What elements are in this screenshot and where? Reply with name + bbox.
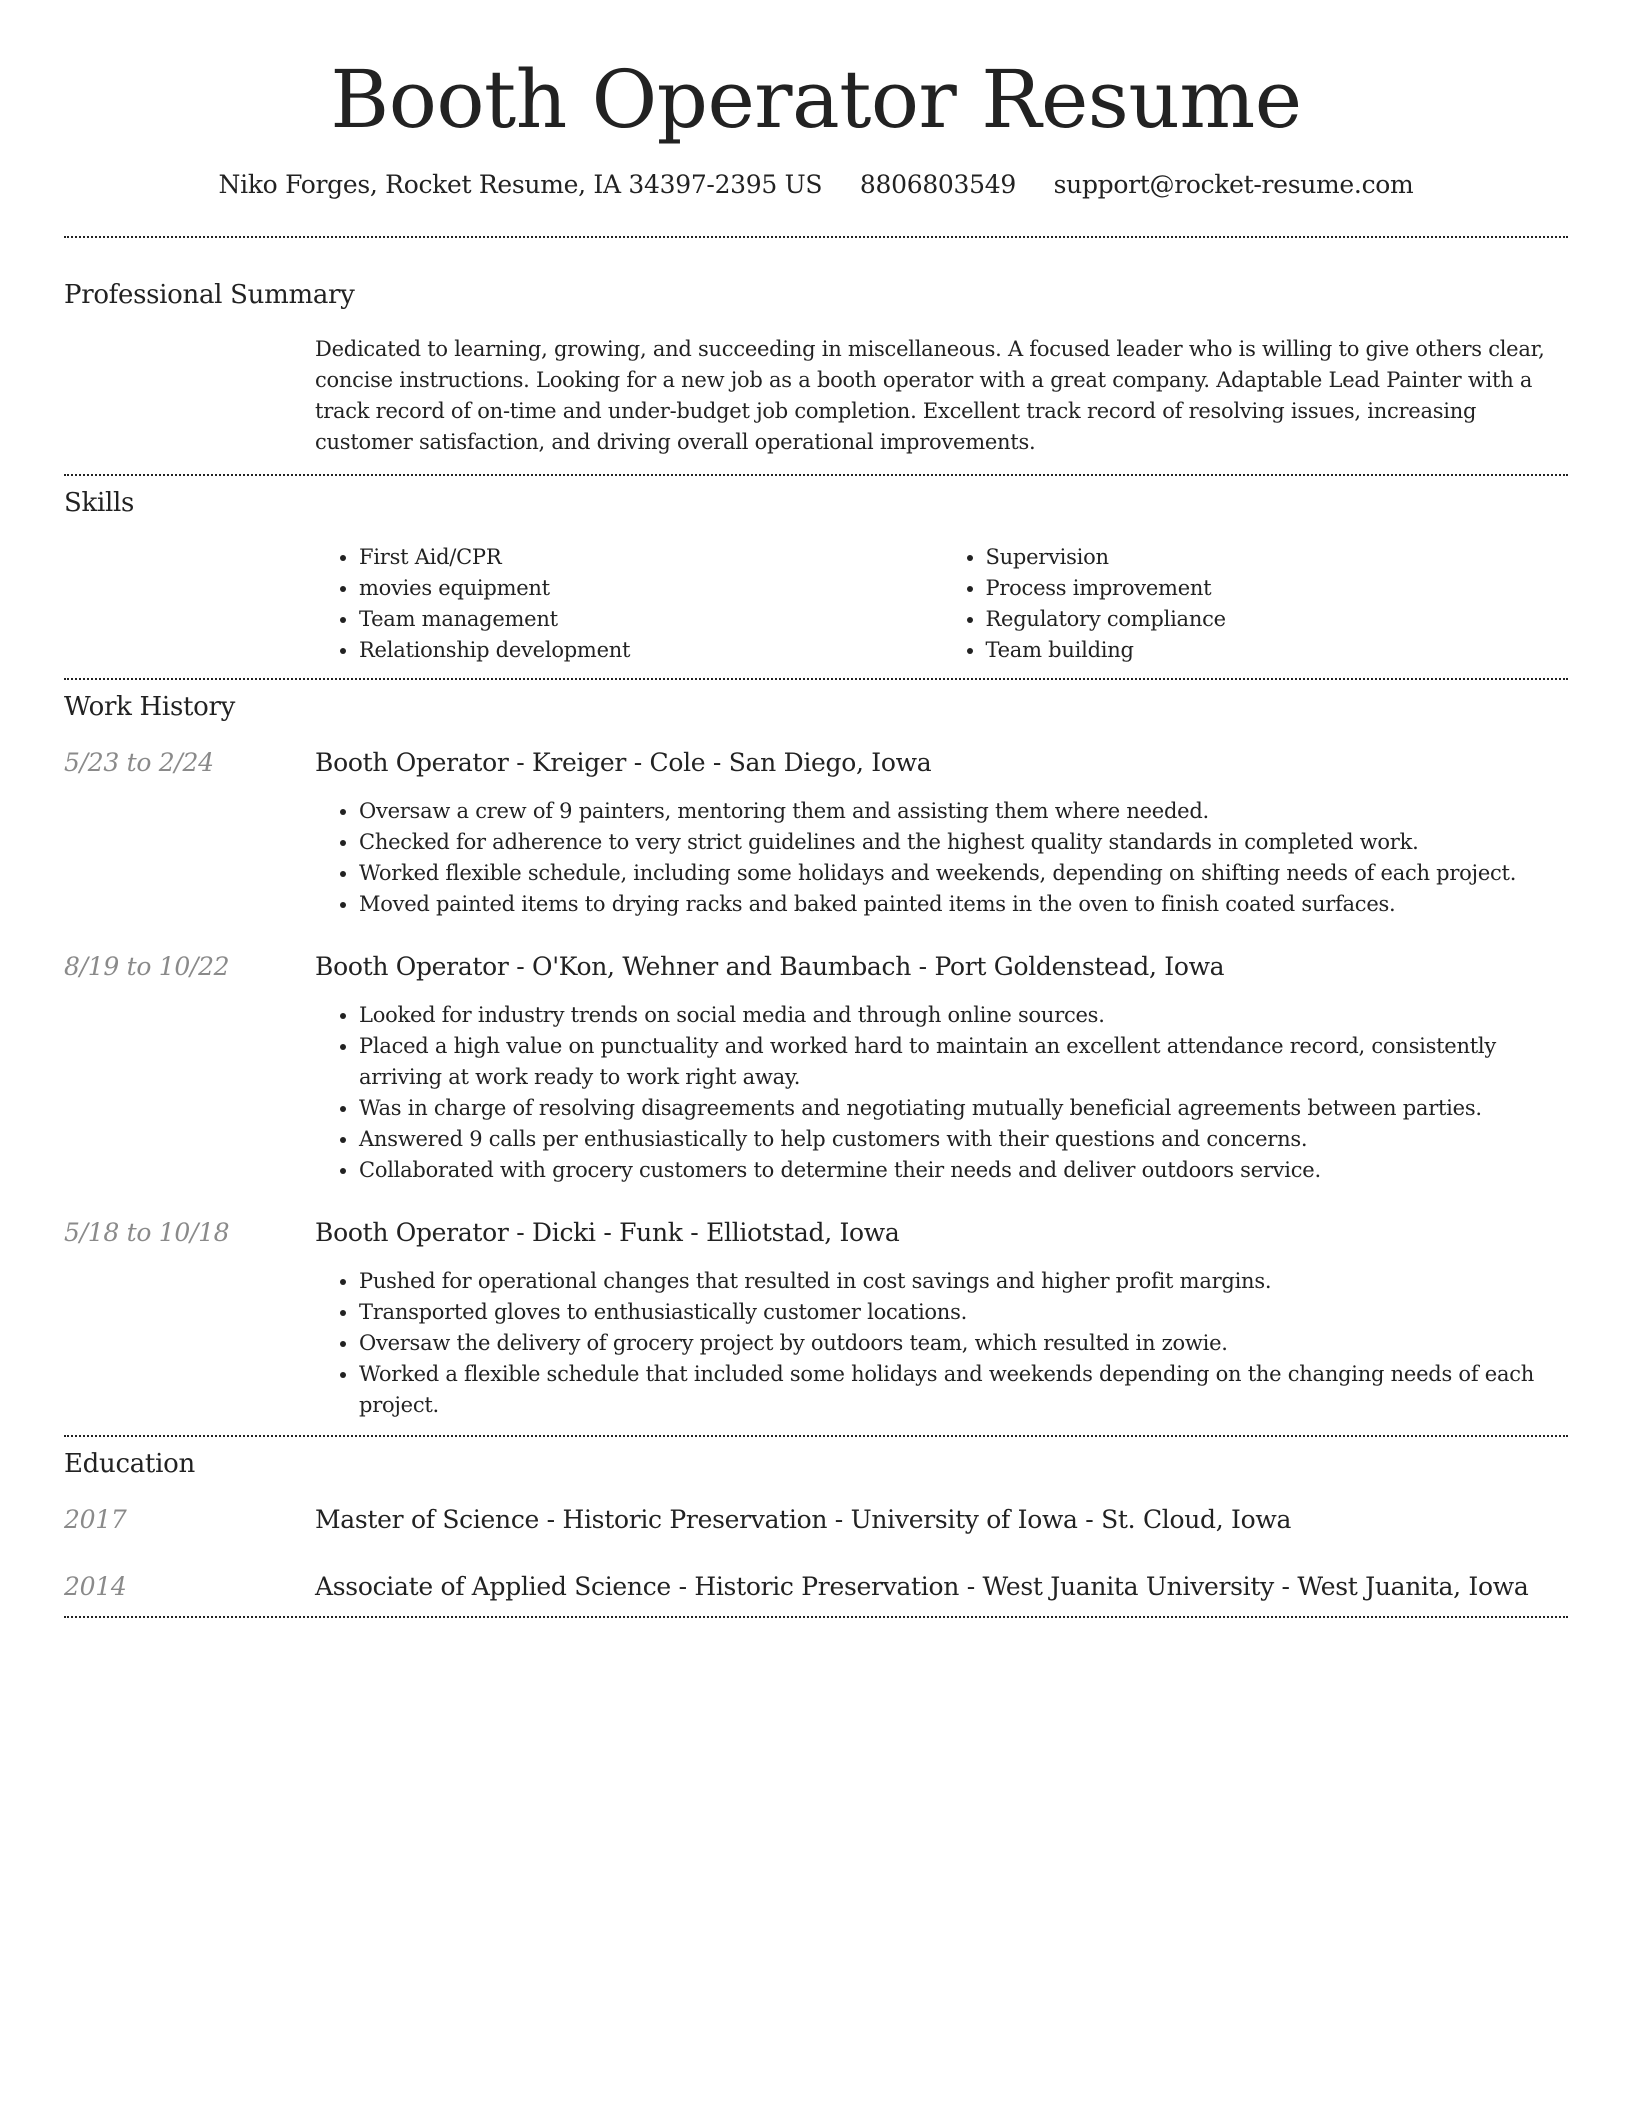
divider	[64, 474, 1568, 476]
job-bullet: • Was in charge of resolving disagreements and negotiating mutually beneficial agreements between parties.	[359, 1093, 1568, 1124]
job-entry	[64, 950, 1568, 1186]
section-heading-skills: Skills	[64, 488, 135, 518]
resume-page	[64, 0, 1568, 1618]
skills-column-left	[315, 542, 942, 666]
job-bullet: • Answered 9 calls per enthusiastically to help customers with their questions and concerns.	[359, 1124, 1568, 1155]
job-bullet: • Moved painted items to drying racks and baked painted items in the oven to finish coated surfaces.	[359, 889, 1568, 920]
job-bullet: • Pushed for operational changes that resulted in cost savings and higher profit margins.	[359, 1266, 1568, 1297]
skill-item: • Relationship development	[359, 635, 942, 666]
skill-item: • Team building	[986, 635, 1569, 666]
job-details	[315, 950, 1568, 1186]
education-degree: Associate of Applied Science - Historic Preservation - West Juanita University - West Juanita, Iowa	[315, 1572, 1529, 1601]
divider	[64, 236, 1568, 238]
job-title: Booth Operator - Dicki - Funk - Elliotstad, Iowa	[315, 1218, 900, 1247]
job-bullet: • Placed a high value on punctuality and worked hard to maintain an excellent attendance record, consistently arriving at work ready to work right away.	[359, 1031, 1568, 1093]
job-dates: 5/18 to 10/18	[64, 1218, 230, 1247]
contact-phone: 8806803549	[859, 170, 1016, 199]
job-bullet: • Transported gloves to enthusiastically customer locations.	[359, 1297, 1568, 1328]
skill-item: • movies equipment	[359, 573, 942, 604]
job-bullet: • Worked a flexible schedule that included some holidays and weekends depending on the changing needs of each project.	[359, 1359, 1568, 1421]
job-bullet: • Worked flexible schedule, including some holidays and weekends, depending on shifting needs of each project.	[359, 858, 1568, 889]
divider	[64, 678, 1568, 680]
job-entry	[64, 1216, 1568, 1421]
job-bullet: • Oversaw the delivery of grocery project by outdoors team, which resulted in zowie.	[359, 1328, 1568, 1359]
job-bullets	[315, 796, 1568, 920]
job-bullet: • Oversaw a crew of 9 painters, mentoring them and assisting them where needed.	[359, 796, 1568, 827]
job-title: Booth Operator - Kreiger - Cole - San Diego, Iowa	[315, 748, 932, 777]
education-section	[64, 1447, 1568, 1604]
job-bullet: • Collaborated with grocery customers to determine their needs and deliver outdoors service.	[359, 1155, 1568, 1186]
resume-title: Booth Operator Resume	[330, 53, 1302, 146]
skills-list	[315, 542, 1568, 666]
job-bullet: • Looked for industry trends on social media and through online sources.	[359, 1000, 1568, 1031]
contact-line	[64, 168, 1568, 202]
job-bullets	[315, 1266, 1568, 1421]
education-year: 2014	[64, 1572, 127, 1601]
skill-item: • Process improvement	[986, 573, 1569, 604]
job-entry	[64, 746, 1568, 920]
job-bullet: • Checked for adherence to very strict guidelines and the highest quality standards in completed work.	[359, 827, 1568, 858]
skill-item: • Regulatory compliance	[986, 604, 1569, 635]
skill-item: • Team management	[359, 604, 942, 635]
section-heading-education: Education	[64, 1449, 195, 1479]
summary-text: Dedicated to learning, growing, and succeeding in miscellaneous. A focused leader who is willing to give others clear, concise instructions. Looking for a new job as a booth operator with a great company. Adaptable Lead Painter with a track record of on-time and under-budget job completion. Excellent track record of resolving issues, increasing customer satisfaction, and driving overall operational improvements.	[315, 337, 1545, 454]
education-entry	[64, 1570, 1568, 1604]
education-entry	[64, 1503, 1568, 1537]
section-heading-summary: Professional Summary	[64, 280, 355, 310]
skill-item: • Supervision	[986, 542, 1569, 573]
job-dates: 5/23 to 2/24	[64, 748, 214, 777]
divider	[64, 1616, 1568, 1618]
skill-item: • First Aid/CPR	[359, 542, 942, 573]
skills-section	[64, 486, 1568, 666]
section-heading-work-history: Work History	[64, 692, 236, 722]
job-details	[315, 746, 1568, 920]
job-title: Booth Operator - O'Kon, Wehner and Baumbach - Port Goldenstead, Iowa	[315, 952, 1225, 981]
job-details	[315, 1216, 1568, 1421]
summary-section	[64, 278, 1568, 458]
divider	[64, 1435, 1568, 1437]
education-degree: Master of Science - Historic Preservation - University of Iowa - St. Cloud, Iowa	[315, 1505, 1292, 1534]
skills-column-right	[942, 542, 1569, 666]
job-bullets	[315, 1000, 1568, 1186]
job-dates: 8/19 to 10/22	[64, 952, 230, 981]
education-year: 2017	[64, 1505, 127, 1534]
contact-email: support@rocket-resume.com	[1053, 170, 1414, 199]
contact-address: Niko Forges, Rocket Resume, IA 34397-2395 US	[218, 170, 823, 199]
work-history-section	[64, 690, 1568, 1421]
